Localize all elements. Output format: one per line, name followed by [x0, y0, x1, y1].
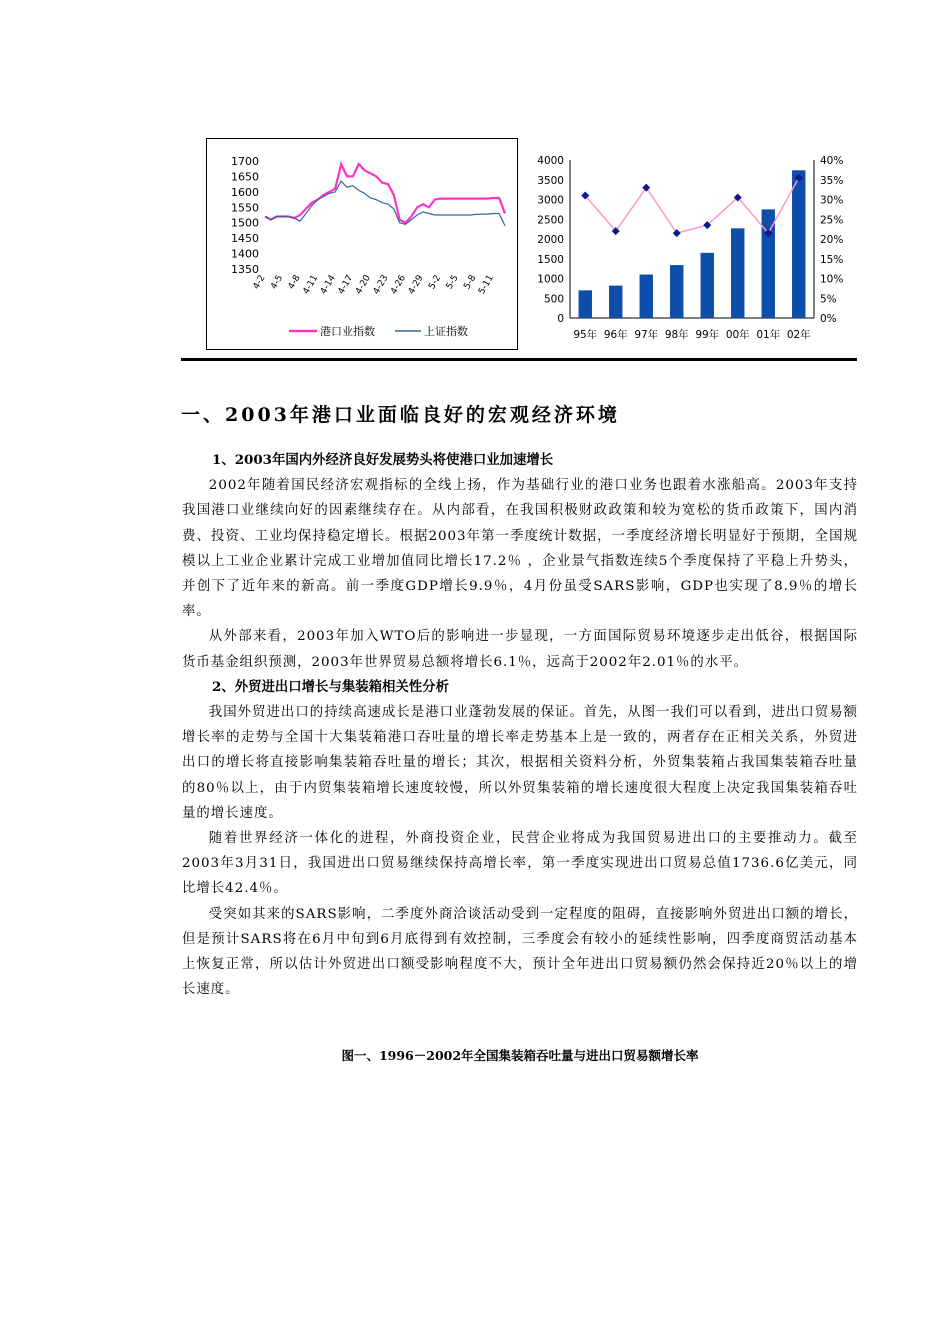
section-title: 一、2003年港口业面临良好的宏观经济环境	[181, 404, 620, 426]
series-line-1	[265, 164, 505, 223]
x-tick-label: 5-8	[462, 273, 479, 292]
bar	[579, 290, 592, 318]
horizontal-divider	[181, 358, 857, 361]
y-left-tick-label: 3500	[537, 174, 564, 187]
x-tick-label: 97年	[634, 329, 659, 341]
bar	[640, 275, 653, 318]
throughput-bar-chart-svg	[524, 148, 854, 350]
y-right-tick-label: 5%	[820, 293, 837, 306]
x-tick-label: 4-8	[286, 273, 303, 292]
series-line-2	[265, 181, 505, 226]
growth-marker	[673, 229, 681, 237]
paragraph-2: 从外部来看，2003年加入WTO后的影响进一步显现，一方面国际贸易环境逐步走出低谷，根据国际货币基金组织预测，2003年世界贸易总额将增长6.1％，远高于2002年2.01％的水平。	[182, 629, 858, 670]
y-left-tick-label: 0	[557, 313, 564, 325]
y-right-tick-label: 20%	[820, 234, 844, 246]
x-tick-label: 4-11	[301, 273, 321, 297]
y-right-tick-label: 35%	[820, 174, 844, 187]
x-tick-label: 98年	[664, 329, 689, 341]
x-tick-label: 4-17	[336, 273, 356, 297]
y-tick-label: 1450	[231, 232, 259, 246]
x-tick-label: 99年	[695, 329, 720, 341]
x-tick-label: 4-29	[406, 273, 426, 297]
y-right-tick-label: 40%	[820, 155, 844, 167]
y-tick-label: 1650	[231, 170, 259, 184]
bar	[670, 265, 683, 318]
legend-label: 港口业指数	[320, 325, 375, 338]
x-tick-label: 5-11	[477, 273, 496, 297]
y-right-tick-label: 25%	[820, 214, 844, 227]
y-right-tick-label: 15%	[820, 253, 844, 266]
y-left-tick-label: 2500	[537, 214, 564, 227]
bar	[731, 228, 744, 318]
y-left-tick-label: 4000	[537, 155, 564, 167]
x-tick-label: 4-23	[371, 273, 391, 297]
y-tick-label: 1500	[231, 216, 259, 230]
y-left-tick-label: 1000	[537, 273, 564, 286]
document-body	[182, 448, 858, 1002]
subtitle-1: 1、2003年国内外经济良好发展势头将使港口业加速增长	[212, 452, 554, 468]
x-tick-label: 02年	[786, 329, 811, 341]
x-tick-label: 96年	[603, 329, 628, 341]
index-line-chart	[206, 138, 518, 350]
bar	[701, 253, 714, 318]
x-tick-label: 4-20	[354, 273, 373, 297]
x-tick-label: 5-5	[444, 273, 461, 292]
paragraph-5: 受突如其来的SARS影响，二季度外商洽谈活动受到一定程度的阻碍，直接影响外贸进出口额的增长，但是预计SARS将在6月中旬到6月底得到有效控制，三季度会有较小的延续性影响，四季度商贸活动基本上恢复正常，所以估计外贸进出口额受影响程度不大，预计全年进出口贸易额仍然会保持近20％以上的增长速度。	[182, 906, 858, 998]
x-tick-label: 00年	[725, 329, 750, 341]
bar	[792, 170, 805, 318]
paragraph-4: 随着世界经济一体化的进程，外商投资企业，民营企业将成为我国贸易进出口的主要推动力。截至2003年3月31日，我国进出口贸易继续保持高增长率，第一季度实现进出口贸易总值1736.6亿美元，同比增长42.4％。	[182, 831, 858, 897]
y-tick-label: 1700	[231, 155, 259, 168]
paragraph-1: 2002年随着国民经济宏观指标的全线上扬，作为基础行业的港口业务也跟着水涨船高。2003年支持我国港口业继续向好的因素继续存在。从内部看，在我国积极财政政策和较为宽松的货币政策下，国内消费、投资、工业均保持稳定增长。根据2003年第一季度统计数据，一季度经济增长明显好于预期，全国规模以上工业企业累计完成工业增加值同比增长17.2％ ，企业景气指数连续5个季度保持了平稳上升势头，并创下了近年来的新高。前一季度GDP增长9.9％，4月份虽受SARS影响，GDP也实现了8.9％的增长率。	[182, 478, 858, 620]
throughput-bar-chart	[524, 148, 854, 350]
legend-label: 上证指数	[424, 325, 468, 338]
y-right-tick-label: 30%	[820, 194, 844, 207]
y-tick-label: 1550	[231, 201, 259, 215]
x-tick-label: 4-26	[389, 273, 409, 297]
y-tick-label: 1600	[231, 185, 259, 199]
y-left-tick-label: 1500	[537, 253, 564, 266]
y-tick-label: 1350	[231, 263, 259, 276]
paragraph-3: 我国外贸进出口的持续高速成长是港口业蓬勃发展的保证。首先，从图一我们可以看到，进出口贸易额增长率的走势与全国十大集装箱港口吞吐量的增长率走势基本上是一致的，两者存在正相关关系，外贸进出口的增长将直接影响集装箱吞吐量的增长；其次，根据相关资料分析，外贸集装箱占我国集装箱吞吐量的80％以上，由于内贸集装箱增长速度较慢，所以外贸集装箱的增长速度很大程度上决定我国集装箱吞吐量的增长速度。	[182, 705, 858, 821]
y-left-tick-label: 500	[543, 293, 564, 306]
bar	[609, 286, 622, 318]
x-tick-label: 4-5	[269, 273, 286, 292]
x-tick-label: 4-14	[318, 273, 338, 297]
y-left-tick-label: 3000	[537, 194, 564, 207]
y-tick-label: 1400	[231, 247, 259, 261]
x-tick-label: 01年	[756, 329, 781, 341]
y-right-tick-label: 10%	[820, 273, 844, 286]
x-tick-label: 4-2	[251, 273, 268, 292]
y-left-tick-label: 2000	[537, 234, 564, 246]
figure-caption: 图一、1996－2002年全国集装箱吞吐量与进出口贸易额增长率	[341, 1048, 699, 1063]
index-line-chart-svg	[207, 139, 517, 349]
x-tick-label: 95年	[573, 329, 598, 341]
y-right-tick-label: 0%	[820, 313, 837, 325]
subtitle-2: 2、外贸进出口增长与集装箱相关性分析	[212, 678, 449, 695]
x-tick-label: 5-2	[427, 273, 444, 292]
